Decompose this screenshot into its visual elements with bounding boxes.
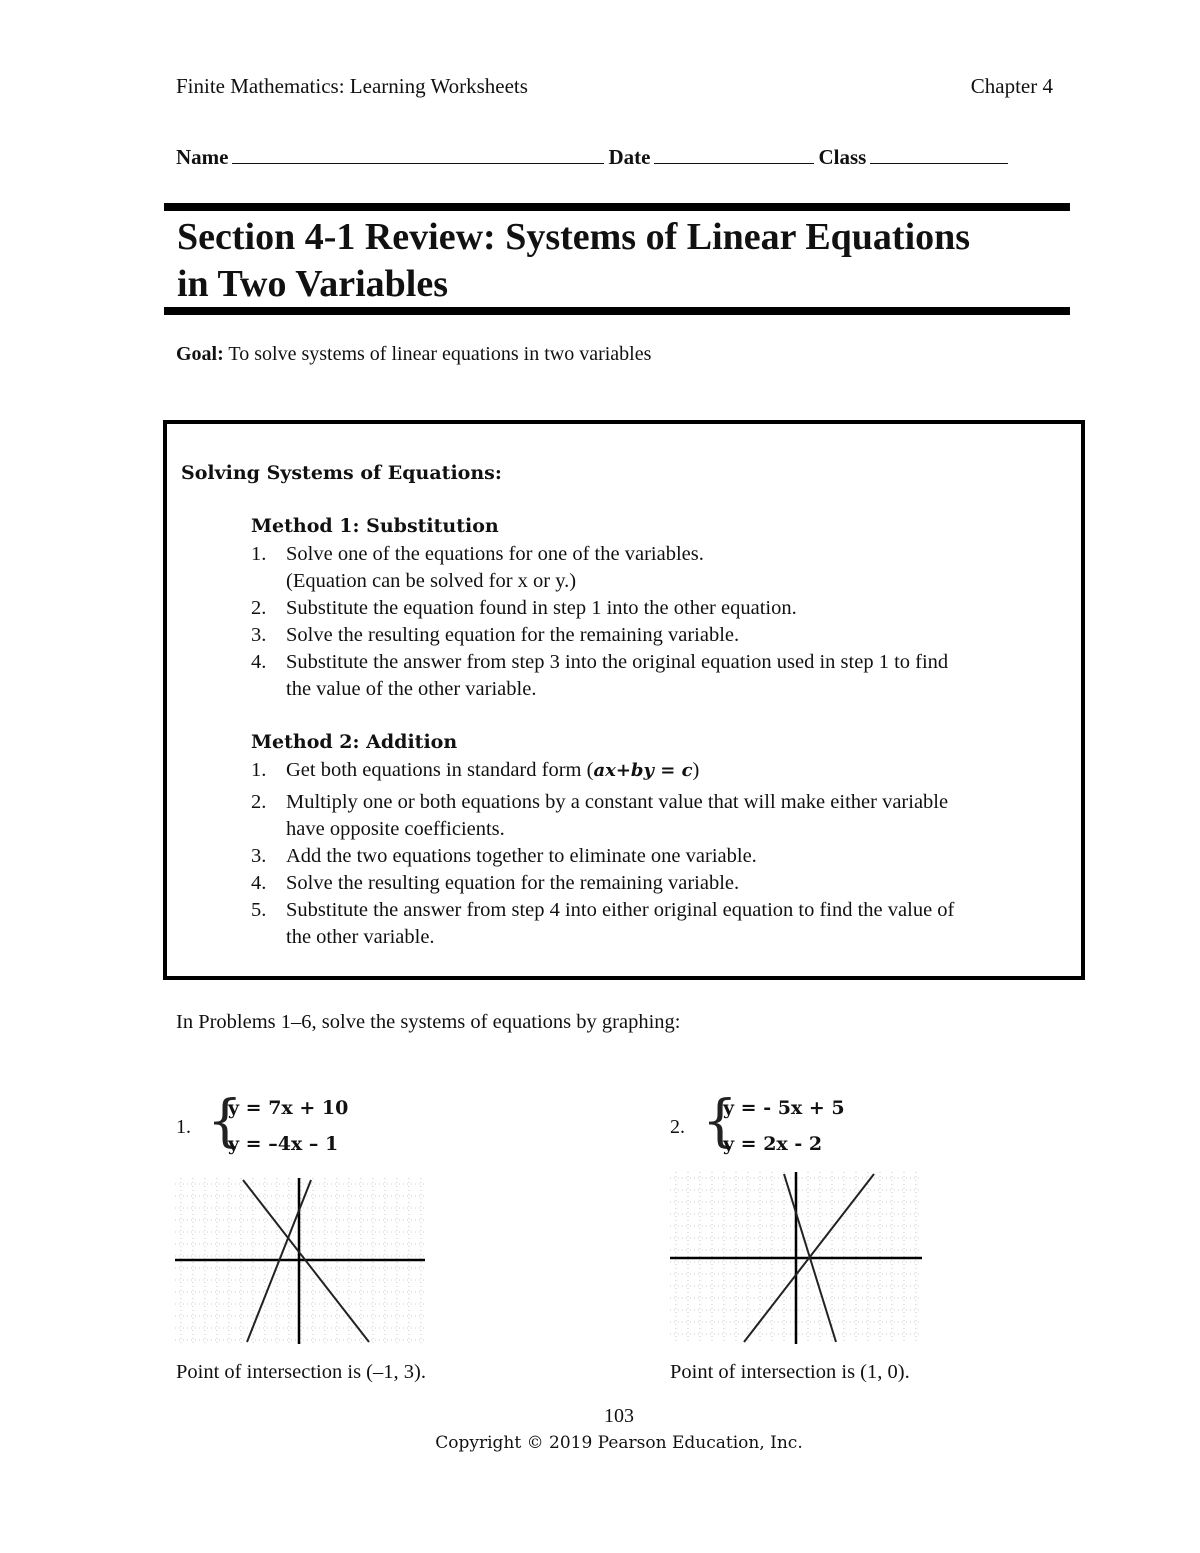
problems-intro: In Problems 1–6, solve the systems of equations by graphing: xyxy=(176,1011,681,1033)
problem1-number: 1. xyxy=(176,1116,191,1138)
method1-title: Method 1: Substitution xyxy=(251,515,499,537)
goal-label: Goal: xyxy=(176,343,224,365)
date-field[interactable] xyxy=(654,143,814,164)
copyright: Copyright © 2019 Pearson Education, Inc. xyxy=(435,1433,803,1453)
list-item: the other variable. xyxy=(286,926,435,948)
list-item: have opposite coefficients. xyxy=(286,818,505,840)
date-label: Date xyxy=(608,145,651,169)
problem1-equations xyxy=(228,1090,348,1162)
section-title-line2: in Two Variables xyxy=(177,263,449,305)
standard-form-math: ax+by = c xyxy=(593,760,693,781)
list-item: 5. Substitute the answer from step 4 into either original equation to find the value of xyxy=(251,899,955,921)
goal-text: To solve systems of linear equations in two variables xyxy=(228,343,652,365)
name-date-class-row xyxy=(176,143,1050,170)
header-book-title: Finite Mathematics: Learning Worksheets xyxy=(176,74,528,98)
list-item: 2. Substitute the equation found in step 1 into the other equation. xyxy=(251,597,797,619)
class-field[interactable] xyxy=(870,143,1008,164)
list-item: 3. Solve the resulting equation for the remaining variable. xyxy=(251,624,740,646)
problem2-graph xyxy=(670,1172,922,1344)
problem2-number: 2. xyxy=(670,1116,685,1138)
problem2-equations xyxy=(723,1090,845,1162)
method1-steps xyxy=(251,541,1071,703)
problem2-eq2: y = 2x - 2 xyxy=(723,1133,823,1155)
method2-steps xyxy=(251,757,1071,951)
problem1-answer: Point of intersection is (–1, 3). xyxy=(176,1361,426,1383)
page-number: 103 xyxy=(604,1405,634,1427)
list-item: 4. Substitute the answer from step 3 into the original equation used in step 1 to find xyxy=(251,651,949,673)
section-title-line1: Section 4-1 Review: Systems of Linear Equations xyxy=(177,216,971,258)
problem1-eq2: y = –4x – 1 xyxy=(228,1133,339,1155)
list-item: 2. Multiply one or both equations by a constant value that will make either variable xyxy=(251,791,949,813)
section-title xyxy=(177,214,1077,308)
list-item: (Equation can be solved for x or y.) xyxy=(286,570,577,592)
list-item: 3. Add the two equations together to eliminate one variable. xyxy=(251,845,757,867)
list-item: 4. Solve the resulting equation for the remaining variable. xyxy=(251,872,740,894)
problem2-answer: Point of intersection is (1, 0). xyxy=(670,1361,910,1383)
title-bottom-rule xyxy=(164,307,1070,315)
name-label: Name xyxy=(176,145,229,169)
list-item: 1. Get both equations in standard form (ax+by = c) xyxy=(251,759,700,781)
title-top-rule xyxy=(164,203,1070,211)
goal xyxy=(176,343,651,366)
header-chapter: Chapter 4 xyxy=(970,74,1053,98)
problem2-brace: { xyxy=(702,1089,738,1154)
name-field[interactable] xyxy=(232,143,604,164)
method2-title: Method 2: Addition xyxy=(251,731,458,753)
list-item: 1. Solve one of the equations for one of the variables. xyxy=(251,543,704,565)
list-item: the value of the other variable. xyxy=(286,678,537,700)
problem1-graph xyxy=(175,1178,425,1344)
problem1-brace: { xyxy=(207,1089,243,1154)
problem1-eq1: y = 7x + 10 xyxy=(228,1097,349,1119)
class-label: Class xyxy=(818,145,867,169)
methods-box-heading: Solving Systems of Equations: xyxy=(181,462,502,484)
problem2-eq1: y = - 5x + 5 xyxy=(723,1097,845,1119)
